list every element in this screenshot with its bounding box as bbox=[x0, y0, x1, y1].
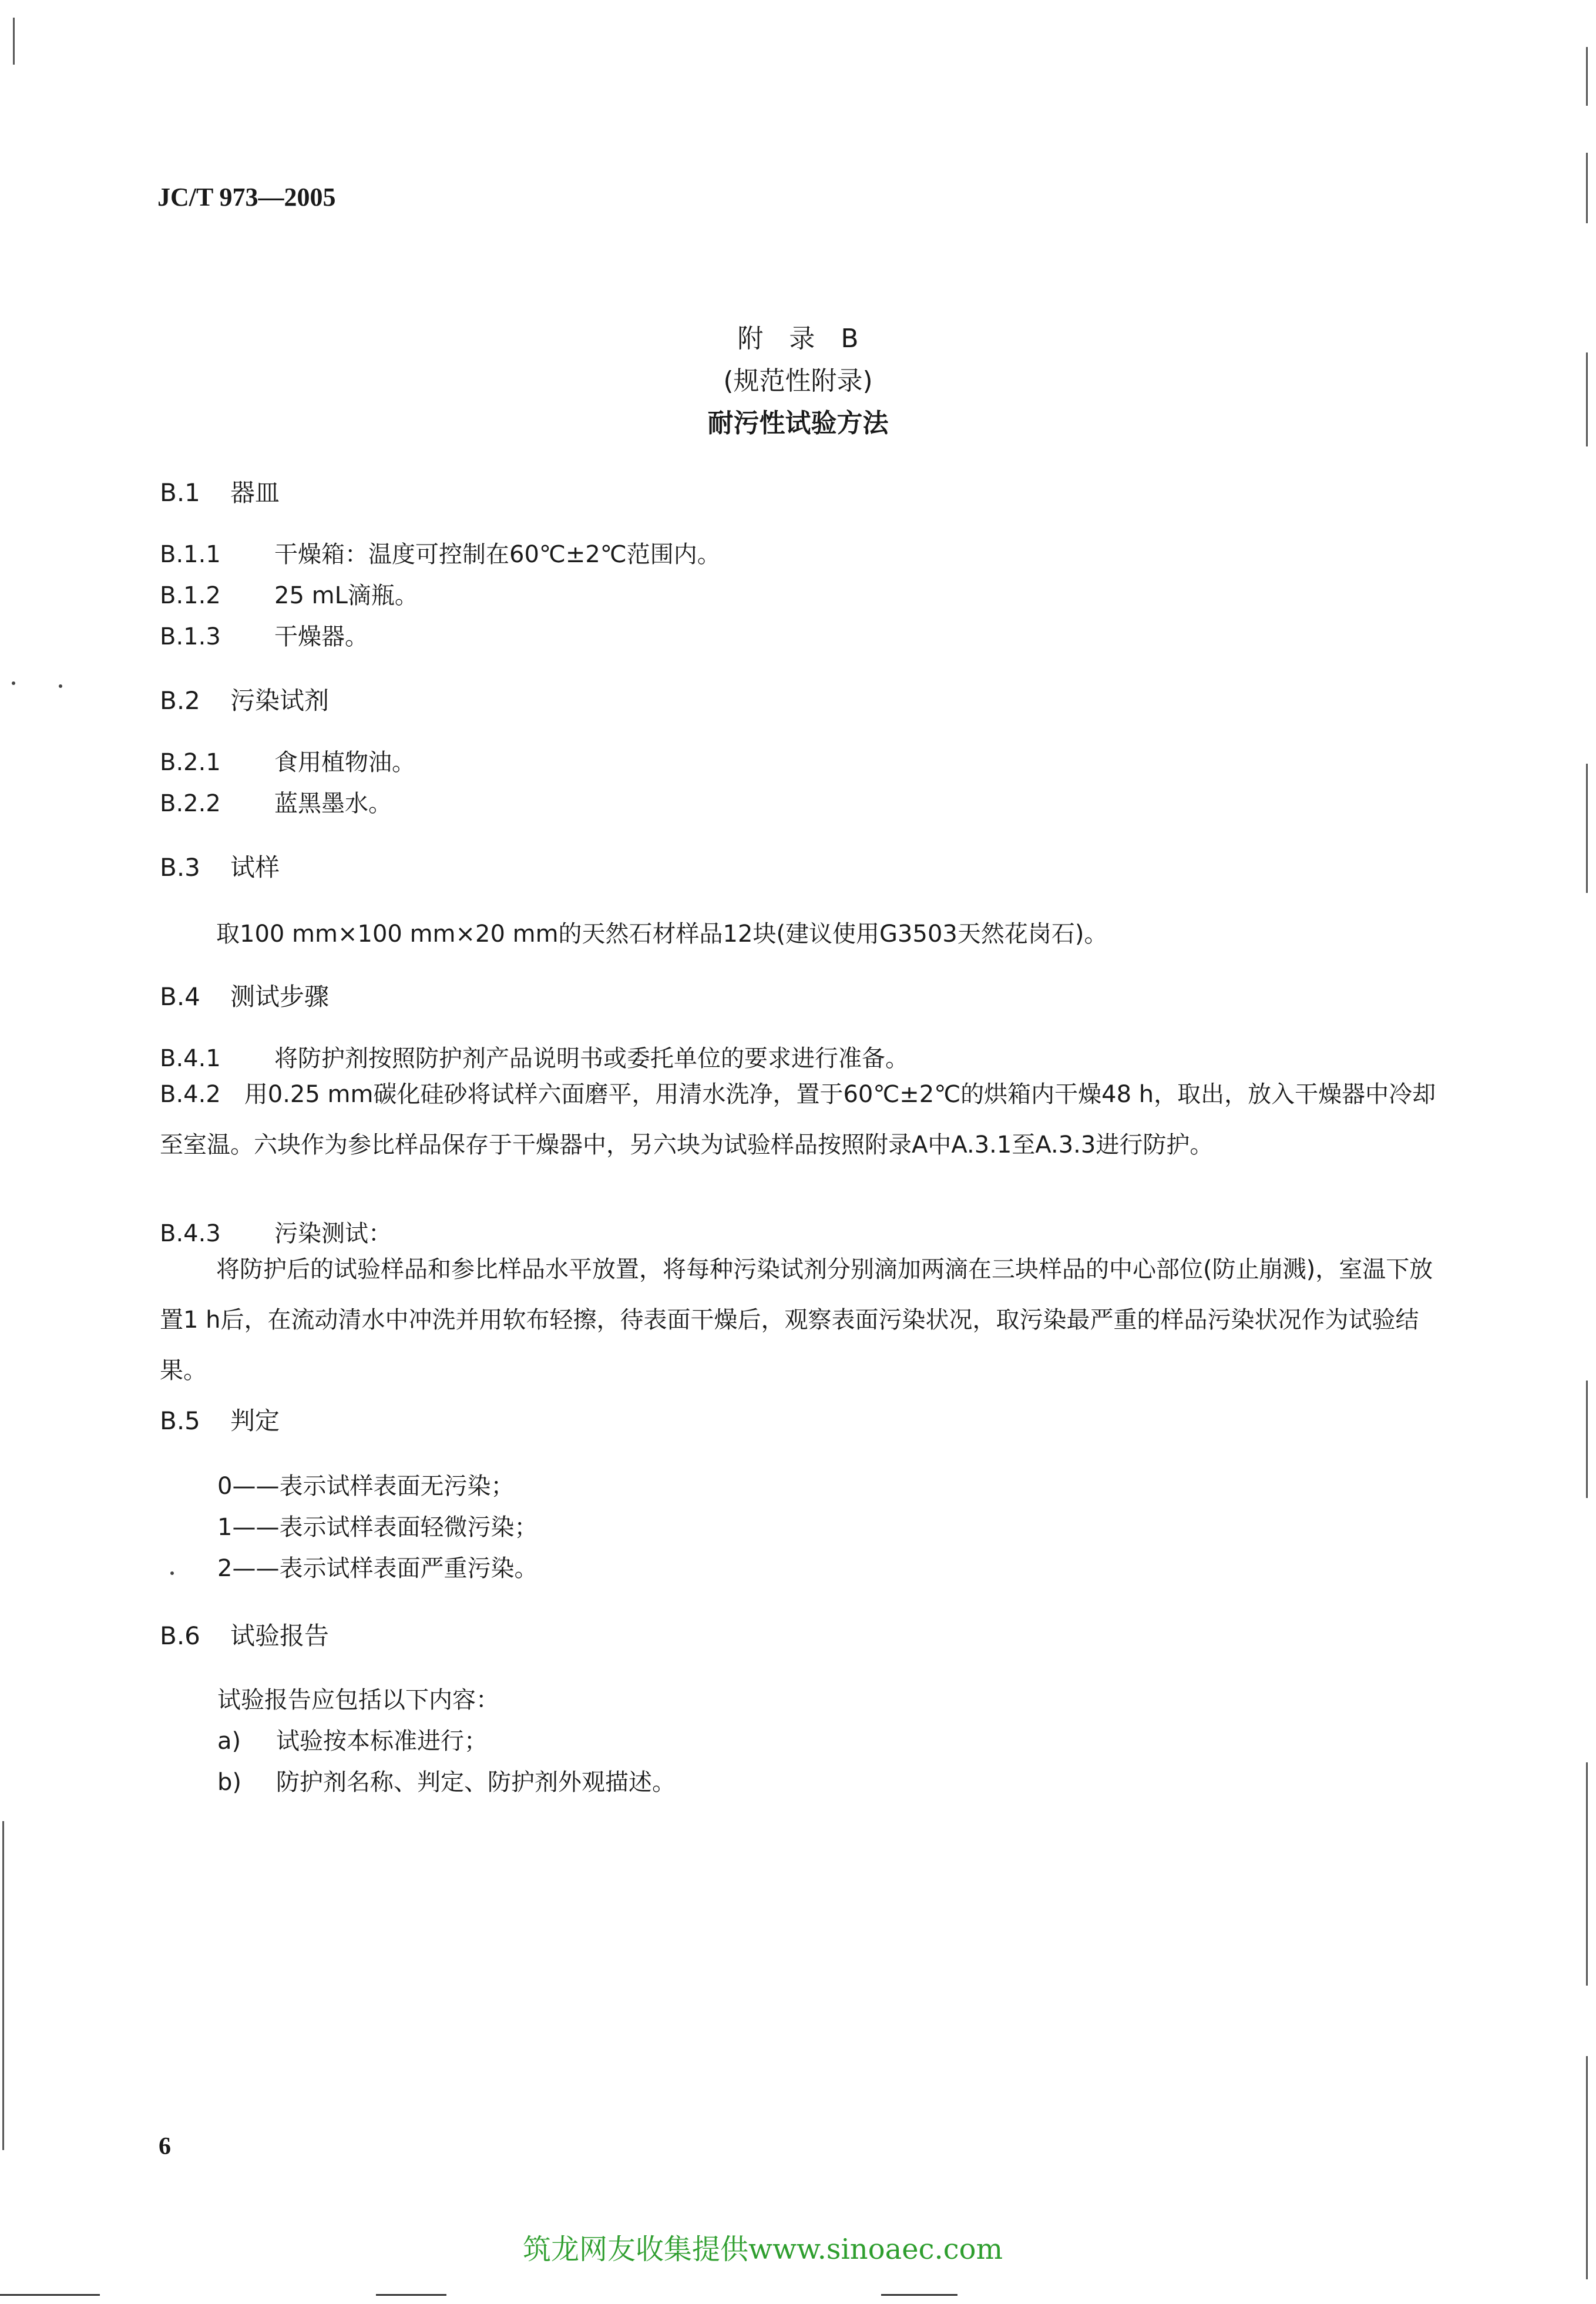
scan-speck bbox=[170, 1571, 174, 1575]
paragraph: 取100 mm×100 mm×20 mm的天然石材样品12块(建议使用G3503天然花岗石)。 bbox=[216, 921, 1108, 948]
list-item: b) 防护剂名称、判定、防护剂外观描述。 bbox=[217, 1769, 676, 1796]
list-item: 0——表示试样表面无污染； bbox=[217, 1473, 515, 1500]
section-heading: B.4 测试步骤 bbox=[160, 982, 330, 1011]
scan-edge-mark bbox=[881, 2294, 957, 2296]
scan-edge-mark bbox=[1586, 1381, 1588, 1498]
scan-edge-mark bbox=[1586, 2056, 1588, 2279]
scan-speck bbox=[59, 684, 62, 688]
list-item: 1——表示试样表面轻微污染； bbox=[217, 1514, 538, 1541]
section-heading: B.6 试验报告 bbox=[160, 1621, 330, 1650]
footer-watermark: 筑龙网友收集提供www.sinoaec.com bbox=[523, 2233, 1003, 2266]
clause: B.1.1 干燥箱：温度可控制在60℃±2℃范围内。 bbox=[160, 541, 721, 568]
list-item: a) 试验按本标准进行； bbox=[217, 1728, 488, 1755]
clause: B.4.3 污染测试： bbox=[160, 1220, 392, 1247]
scan-edge-mark bbox=[0, 2294, 100, 2296]
scan-speck bbox=[12, 681, 15, 685]
scan-edge-mark bbox=[13, 18, 15, 65]
scan-edge-mark bbox=[1586, 153, 1588, 223]
clause: B.2.2 蓝黑墨水。 bbox=[160, 790, 392, 817]
list-item: 2——表示试样表面严重污染。 bbox=[217, 1555, 538, 1582]
standard-code: JC/T 973—2005 bbox=[157, 183, 336, 211]
section-heading: B.5 判定 bbox=[160, 1406, 280, 1435]
clause: B.2.1 食用植物油。 bbox=[160, 749, 415, 776]
appendix-type: (规范性附录) bbox=[723, 366, 873, 396]
section-heading: B.1 器皿 bbox=[160, 478, 280, 507]
scan-edge-mark bbox=[2, 1821, 4, 2150]
scan-edge-mark bbox=[1586, 47, 1588, 106]
clause: B.1.3 干燥器。 bbox=[160, 623, 368, 650]
scan-edge-mark bbox=[1586, 1762, 1588, 1986]
section-heading: B.2 污染试剂 bbox=[160, 686, 330, 715]
appendix-label: 附 录 B bbox=[737, 324, 859, 354]
clause: B.4.1 将防护剂按照防护剂产品说明书或委托单位的要求进行准备。 bbox=[160, 1045, 909, 1072]
paragraph: B.4.2 用0.25 mm碳化硅砂将试样六面磨平，用清水洗净，置于60℃±2℃的烘箱内干燥48 h，取出，放入干燥器中冷却至室温。六块作为参比样品保存于干燥器中，另六块为试验样品按照附录A中A.3.1至A.3.3进行防护。 bbox=[160, 1081, 1436, 1158]
paragraph: 将防护后的试验样品和参比样品水平放置，将每种污染试剂分别滴加两滴在三块样品的中心部位(防止崩溅)，室温下放置1 h后，在流动清水中冲洗并用软布轻擦，待表面干燥后，观察表面污染状况，取污染最严重的样品污染状况作为试验结果。 bbox=[160, 1256, 1433, 1384]
paragraph: 试验报告应包括以下内容： bbox=[217, 1687, 499, 1714]
scan-edge-mark bbox=[1586, 764, 1588, 893]
clause: B.1.2 25 mL滴瓶。 bbox=[160, 582, 418, 609]
appendix-title: 耐污性试验方法 bbox=[707, 408, 889, 438]
scan-edge-mark bbox=[376, 2294, 446, 2296]
page-number: 6 bbox=[159, 2133, 171, 2160]
section-heading: B.3 试样 bbox=[160, 853, 280, 882]
